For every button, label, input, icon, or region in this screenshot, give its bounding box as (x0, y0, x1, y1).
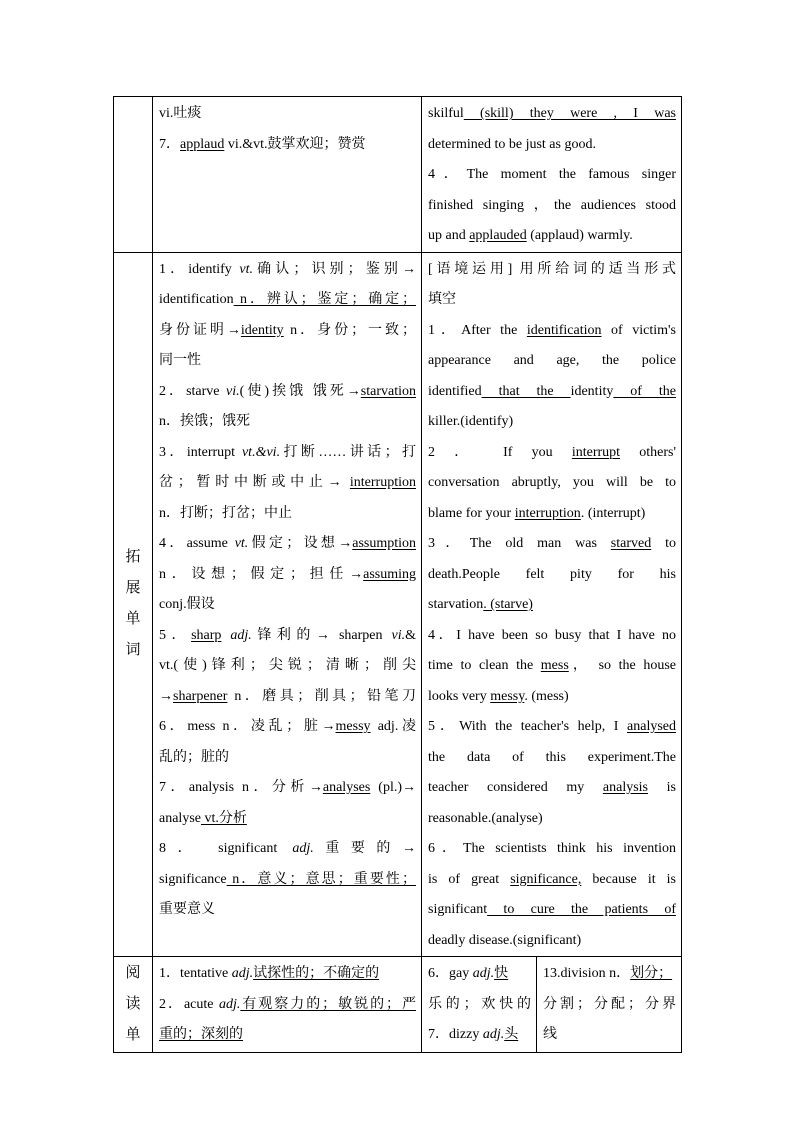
text-line (159, 285, 416, 316)
row3-label-cell (114, 957, 153, 1053)
text-line (428, 316, 676, 347)
text-line (428, 804, 676, 835)
row1-label-cell (114, 97, 153, 253)
line-text: 6．gay adj. (428, 966, 495, 981)
row3-words-cell-1 (153, 957, 422, 1053)
line-text: 4．I have been so busy that I have no (428, 627, 676, 643)
text-line (159, 255, 416, 286)
line-text: 13.division n． (543, 966, 631, 981)
line-text: n．打断；打岔；中止 (159, 505, 292, 521)
text-line (159, 682, 416, 713)
answer-blank: applaud (180, 136, 225, 152)
text-line (159, 804, 416, 835)
answer-blank: that the (481, 383, 571, 399)
text-line (159, 316, 416, 347)
text-line (159, 99, 416, 130)
line-text: n．挨饿；饿死 (159, 414, 250, 429)
text-line (428, 499, 676, 530)
text-line (159, 499, 416, 530)
line-text: is (648, 780, 676, 795)
answer-blank: vt.分析 (200, 810, 247, 826)
text-line (428, 743, 676, 774)
line-text: vi.吐痰 (159, 106, 202, 121)
answer-blank: starvation (360, 383, 416, 399)
answer-blank: significance, (510, 871, 582, 887)
answer-blank: applauded (469, 228, 527, 243)
line-text: 重的；深刻的 (159, 1027, 243, 1042)
text-line (159, 743, 416, 774)
line-text: significant (428, 902, 488, 917)
answer-blank: n．意义；意思；重要性； (226, 871, 416, 887)
line-text: 3．The old man was (428, 536, 611, 551)
answer-blank: starved (610, 536, 652, 551)
text-line (428, 990, 531, 1021)
text-line (428, 346, 676, 377)
answer-blank: interruption (349, 475, 416, 490)
text-line (428, 99, 676, 130)
line-text: deadly disease.(significant) (428, 932, 582, 948)
text-line (428, 773, 676, 804)
answer-blank: identity (240, 322, 284, 338)
line-text: 6．The scientists think his invention (428, 841, 676, 856)
line-text: 重要意义 (159, 902, 215, 917)
line-text: (applaud) warmly. (526, 228, 633, 243)
text-line (159, 130, 416, 161)
line-text: the data of this experiment.The (428, 749, 676, 765)
text-line (428, 130, 676, 161)
line-text: of victim's (601, 322, 676, 338)
answer-blank: 头 (504, 1027, 519, 1042)
line-text: 1．After the (428, 322, 527, 338)
text-line (428, 529, 676, 560)
answer-blank: messy (490, 688, 525, 704)
line-text: reasonable.(analyse) (428, 810, 543, 826)
answer-blank: mess (540, 658, 569, 673)
text-line (159, 346, 416, 377)
answer-blank: sharpener (173, 688, 228, 704)
answer-blank: interrupt (571, 444, 621, 460)
answer-blank: sharp (191, 627, 222, 643)
text-line (428, 285, 676, 316)
row2-words-cell (153, 252, 422, 957)
answer-blank: . (starve) (483, 597, 533, 612)
line-text: [语境运用] 用所给词的适当形式 (428, 261, 676, 277)
row-3 (114, 957, 682, 1053)
line-text: killer.(identify) (428, 414, 514, 429)
text-line (159, 590, 416, 621)
row-1 (114, 97, 682, 253)
text-line (428, 1020, 531, 1051)
line-text: looks very (428, 688, 491, 704)
text-line (428, 621, 676, 652)
line-text: . (interrupt) (580, 505, 646, 521)
line-text: vi.&vt.鼓掌欢迎；赞赏 (224, 136, 366, 152)
line-text: 4．assume vt.假定；设想→ (159, 536, 353, 551)
text-line (159, 990, 416, 1021)
text-line (159, 468, 416, 499)
line-text: ， so the house (568, 658, 676, 673)
text-line (159, 865, 416, 896)
line-text: (pl.)→ (370, 780, 416, 795)
text-line (159, 621, 416, 652)
line-text: 1．tentative adj. (159, 966, 254, 981)
text-line (428, 712, 676, 743)
answer-blank: to cure the patients of (487, 902, 676, 917)
answer-blank: n．辨认；鉴定；确定； (233, 292, 416, 307)
text-line (159, 895, 416, 926)
text-line (159, 651, 416, 682)
line-text: 5． (159, 627, 192, 643)
line-text: teacher considered my (428, 780, 603, 795)
text-line (428, 160, 676, 191)
answer-blank: 试探性的；不确定的 (253, 966, 380, 981)
line-text: 同一性 (159, 353, 201, 368)
text-line (428, 407, 676, 438)
answer-blank: 有观察力的；敏锐的；严 (240, 996, 416, 1012)
text-line (159, 959, 416, 990)
line-text: time to clean the (428, 658, 541, 673)
text-line (543, 959, 676, 990)
answer-blank: of the (613, 383, 676, 399)
answer-blank: messy (335, 719, 371, 734)
line-text: analyse (159, 810, 201, 826)
section-label-char: 单 (125, 1027, 141, 1043)
line-text: conversation abruptly, you will be to (428, 475, 676, 490)
text-line (428, 221, 676, 252)
row1-words-cell (153, 97, 422, 253)
line-text: identification (159, 292, 234, 307)
line-text: up and (428, 228, 470, 243)
section-label-char: 阅 (125, 965, 141, 981)
answer-blank: analysed (627, 719, 676, 734)
text-line (428, 377, 676, 408)
line-text: 2 ． If you (428, 444, 572, 460)
line-text: 线 (543, 1027, 557, 1042)
text-line (159, 560, 416, 591)
text-line (428, 682, 676, 713)
row-2 (114, 252, 682, 957)
text-line (428, 468, 676, 499)
section-label-char: 展 (125, 580, 141, 597)
line-text: 乱的；脏的 (159, 749, 229, 765)
line-text: 7． (159, 136, 180, 152)
line-text: 8． significant adj.重要的→ (159, 841, 416, 856)
line-text: adj.凌 (370, 719, 416, 734)
row2-label-cell (114, 252, 153, 957)
line-text: n．设想；假定；担任→ (159, 566, 364, 582)
text-line (159, 712, 416, 743)
section-label-char: 拓 (125, 549, 141, 566)
text-line (428, 926, 676, 957)
answer-blank: 划分； (630, 966, 673, 981)
line-text: 2．acute adj. (159, 996, 241, 1012)
line-text: others' (620, 444, 676, 460)
text-line (159, 834, 416, 865)
line-text: significance (159, 871, 227, 887)
line-text: because it is (581, 871, 676, 887)
text-line (543, 1020, 676, 1051)
line-text: 7．dizzy adj. (428, 1027, 505, 1042)
text-line (159, 773, 416, 804)
line-text: 分割；分配；分界 (543, 996, 676, 1012)
line-text: starvation (428, 597, 484, 612)
line-text: adj.锋利的→ sharpen vi.& (230, 627, 416, 643)
section-label-char: 读 (125, 996, 141, 1012)
line-text: . (mess) (524, 688, 569, 704)
line-text: 乐的；欢快的 (428, 996, 531, 1012)
line-text: 6．mess n．凌乱；脏→ (159, 719, 336, 734)
row2-exercise-cell (422, 252, 682, 957)
text-line (428, 865, 676, 896)
line-text: n．磨具；削具；铅笔刀 (227, 688, 416, 704)
answer-blank: (skill) they were , I was (463, 106, 676, 121)
row3-words-cell-3 (537, 957, 682, 1053)
row3-words-cell-2 (422, 957, 537, 1053)
text-line (428, 560, 676, 591)
answer-blank: identification (526, 322, 602, 338)
answer-blank: analysis (602, 780, 648, 795)
text-line (159, 529, 416, 560)
answer-blank: analyses (322, 780, 371, 795)
text-line (428, 959, 531, 990)
text-line (428, 895, 676, 926)
line-text: determined to be just as good. (428, 136, 596, 152)
line-text: 7．analysis n．分析→ (159, 780, 323, 795)
text-line (159, 1020, 416, 1051)
line-text: 2．starve vi.(使)挨饿 饿死→ (159, 383, 361, 399)
line-text: death.People felt pity for his (428, 566, 676, 582)
line-text: 岔；暂时中断或中止→ (159, 475, 350, 490)
line-text: identified (428, 383, 482, 399)
answer-blank: 快 (494, 966, 509, 981)
line-text: n．身份；一致； (283, 322, 416, 338)
section-label-char: 词 (125, 642, 141, 659)
text-line (159, 377, 416, 408)
line-text: is of great (428, 871, 511, 887)
text-line (428, 191, 676, 222)
text-line (543, 990, 676, 1021)
line-text: 3．interrupt vt.&vi.打断……讲话；打 (159, 444, 416, 460)
line-text: 身份证明→ (159, 322, 241, 338)
text-line (428, 834, 676, 865)
line-text: appearance and age, the police (428, 353, 676, 368)
text-line (428, 590, 676, 621)
vocabulary-table (113, 96, 682, 1053)
line-text: to (651, 536, 676, 551)
line-text: 5．With the teacher's help, I (428, 719, 628, 734)
line-text: vt.(使)锋利；尖锐；清晰；削尖 (159, 658, 416, 673)
line-text: identity (570, 383, 614, 399)
line-text: 填空 (428, 292, 456, 307)
line-text: 1．identify vt.确认；识别；鉴别→ (159, 261, 416, 277)
answer-blank: assuming (363, 566, 416, 582)
line-text: 4．The moment the famous singer (428, 167, 676, 182)
line-text: blame for your (428, 505, 515, 521)
line-text: skilful (428, 106, 464, 121)
line-text: → (159, 688, 173, 704)
text-line (159, 438, 416, 469)
text-line (428, 255, 676, 286)
line-text: finished singing ，the audiences stood (428, 197, 676, 213)
text-line (428, 438, 676, 469)
answer-blank: interruption (514, 505, 581, 521)
section-label-char: 单 (125, 611, 141, 628)
text-line (159, 407, 416, 438)
line-text: conj.假设 (159, 597, 215, 612)
row1-exercise-cell (422, 97, 682, 253)
answer-blank: assumption (352, 536, 416, 551)
text-line (428, 651, 676, 682)
